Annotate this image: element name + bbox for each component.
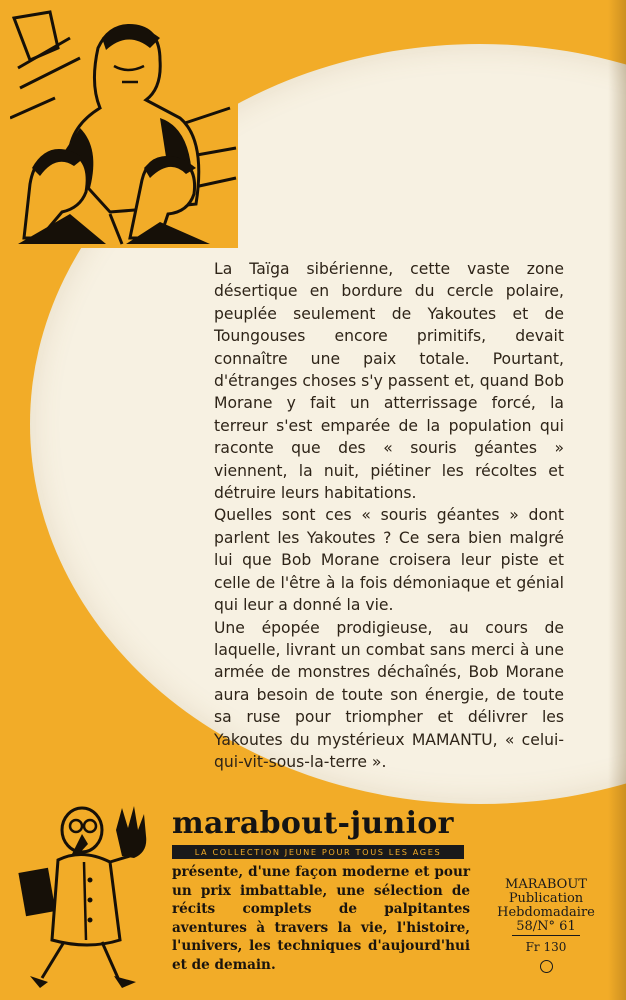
publication-line-2: Hebdomadaire	[497, 905, 595, 920]
publisher-name: MARABOUT	[505, 877, 587, 892]
cover-spine-shadow	[608, 0, 626, 1000]
price: Fr 130	[525, 940, 567, 954]
blurb-text	[214, 258, 564, 773]
adventurers-illustration	[10, 8, 238, 248]
brand-description-text: présente, d'une façon moderne et pour un prix imbattable, une sélection de récits complets de palpitantes aventures à travers la vie, l'histoire, l'univers, les techniques d'aujourd'hui et de demain.	[172, 864, 470, 973]
brand-name: marabout-junior	[172, 806, 454, 841]
circle-mark-icon	[540, 960, 553, 973]
publication-line-1: Publication	[508, 891, 584, 906]
marabout-mascot-illustration	[18, 800, 168, 990]
issue-number: 58/N° 61	[512, 920, 579, 936]
blurb-paragraph-3: Une épopée prodigieuse, au cours de laquelle, livrant un combat sans merci à une armée de monstres déchaînés, Bob Morane aura besoin de toute son énergie, de toute sa ruse pour triompher et délivrer les Yakoutes du mystérieux MAMANTU, « celui-qui-vit-sous-la-terre ».	[214, 618, 564, 771]
brand-description	[172, 863, 470, 975]
publication-info	[496, 878, 596, 977]
brand-tagline: LA COLLECTION JEUNE POUR TOUS LES AGES	[172, 845, 464, 859]
blurb-paragraph-1: La Taïga sibérienne, cette vaste zone désertique en bordure du cercle polaire, peuplée seulement de Yakoutes et de Toungouses encore primitifs, devait connaître une paix totale. Pourtant, d'étranges choses s'y passent et, quand Bob Morane y fait un atterrissage forcé, la terreur s'est emparée de la population qui raconte que des « souris géantes » viennent, la nuit, piétiner les récoltes et détruire leurs habitations.	[214, 260, 564, 503]
blurb-paragraph-2: Quelles sont ces « souris géantes » dont parlent les Yakoutes ? Ce sera bien malgré lui que Bob Morane croisera leur piste et celle de l'être à la fois démoniaque et génial qui leur a donné la vie.	[214, 506, 564, 615]
